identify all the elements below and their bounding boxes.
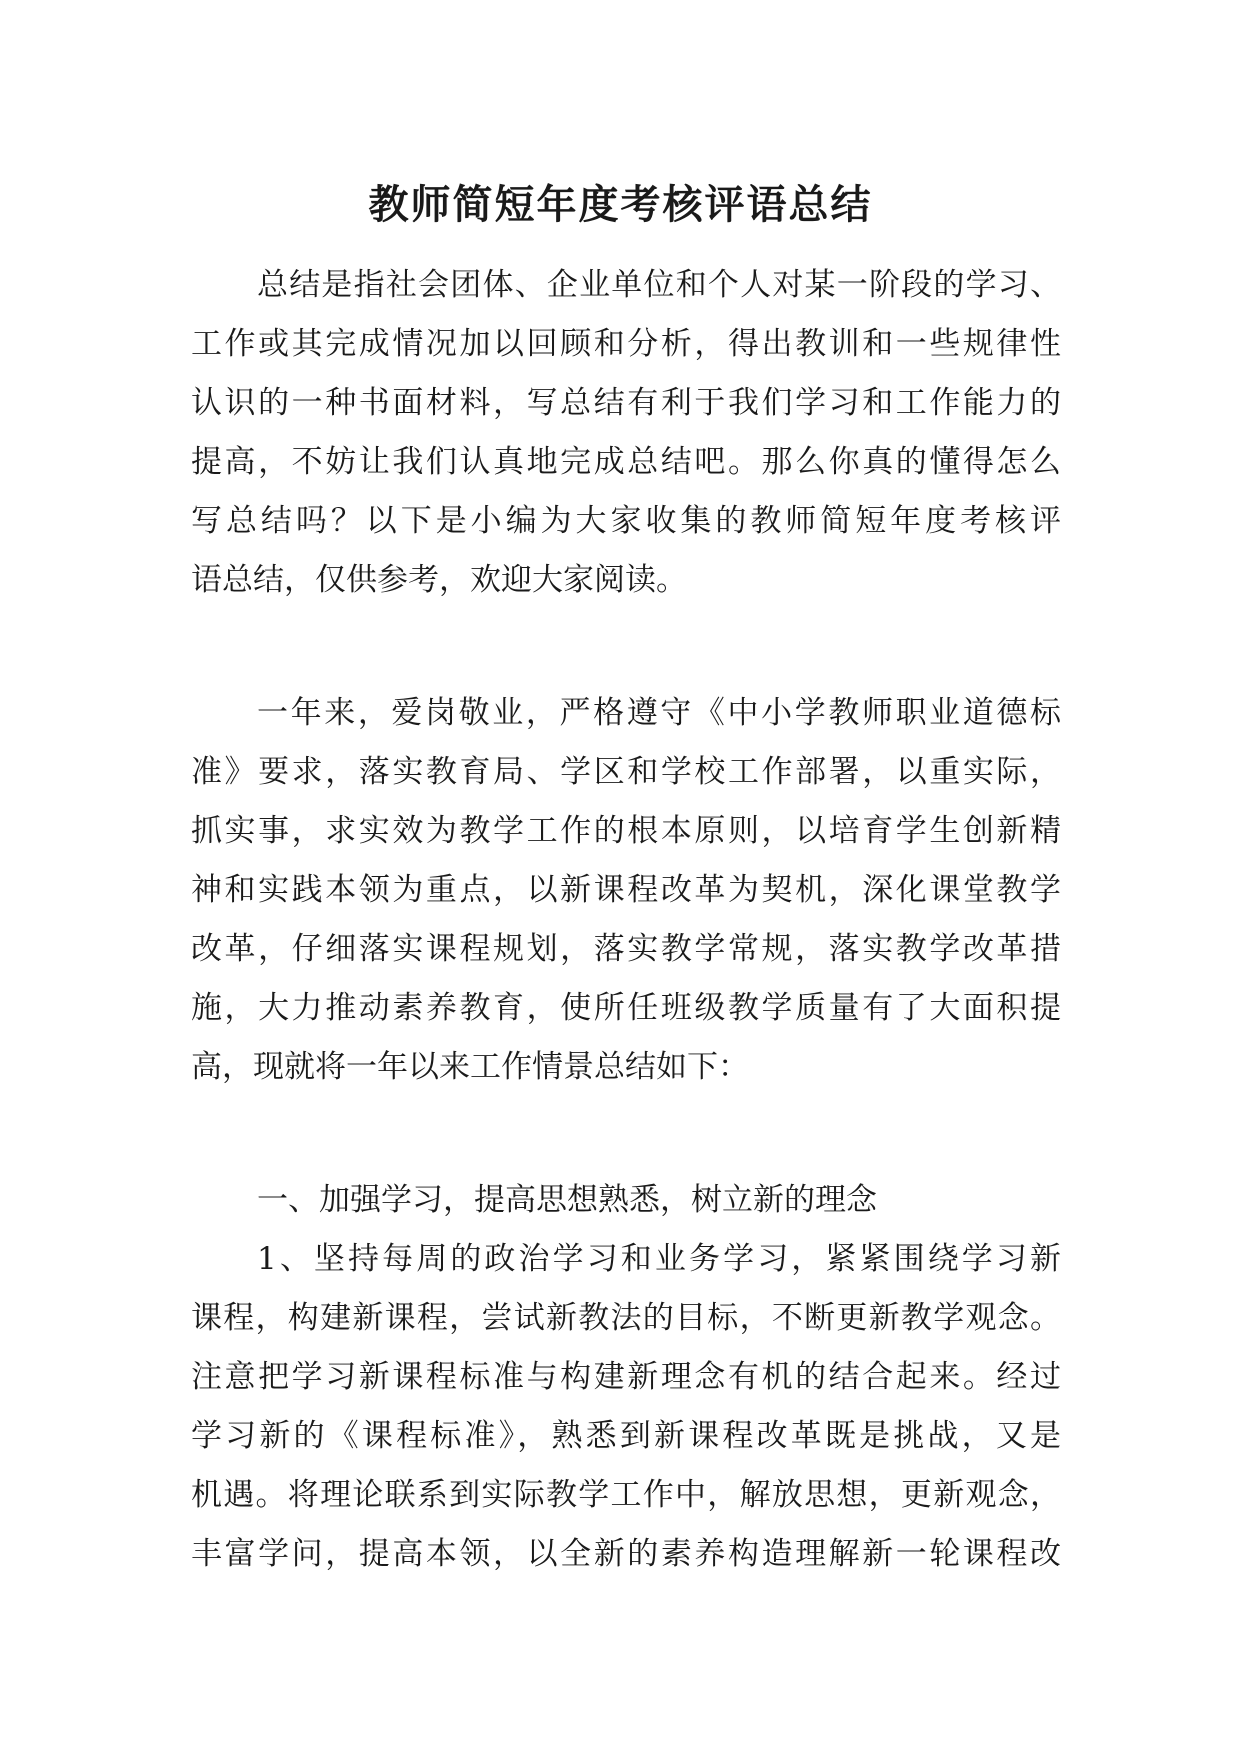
paragraph-line: 写总结吗？以下是小编为大家收集的教师简短年度考核评: [191, 503, 1061, 539]
paragraph-line: 认识的一种书面材料，写总结有利于我们学习和工作能力的: [191, 385, 1061, 421]
overview-paragraph: [191, 684, 1061, 1097]
paragraph-line: 准》要求，落实教育局、学区和学校工作部署，以重实际，: [191, 754, 1061, 790]
paragraph-line: 高，现就将一年以来工作情景总结如下：: [191, 1049, 749, 1085]
intro-paragraph: [191, 256, 1061, 610]
study-paragraph: [191, 1230, 1061, 1584]
paragraph-line: 改革，仔细落实课程规划，落实教学常规，落实教学改革措: [191, 931, 1061, 967]
paragraph-line: 工作或其完成情况加以回顾和分析，得出教训和一些规律性: [191, 326, 1061, 362]
paragraph-line: 神和实践本领为重点，以新课程改革为契机，深化课堂教学: [191, 872, 1061, 908]
document-title: 教师简短年度考核评语总结: [368, 180, 873, 228]
paragraph-line: 机遇。将理论联系到实际教学工作中，解放思想，更新观念，: [191, 1477, 1061, 1513]
paragraph-line: 施，大力推动素养教育，使所任班级教学质量有了大面积提: [191, 990, 1061, 1026]
paragraph-line: 提高，不妨让我们认真地完成总结吧。那么你真的懂得怎么: [191, 444, 1061, 480]
paragraph-line: 丰富学问，提高本领，以全新的素养构造理解新一轮课程改: [191, 1536, 1061, 1572]
paragraph-line: 学习新的《课程标准》，熟悉到新课程改革既是挑战，又是: [191, 1418, 1061, 1454]
section-heading: [191, 1171, 1061, 1230]
paragraph-line: 课程，构建新课程，尝试新教法的目标，不断更新教学观念。: [191, 1300, 1061, 1336]
paragraph-line: 抓实事，求实效为教学工作的根本原则，以培育学生创新精: [191, 813, 1061, 849]
paragraph-line: 语总结，仅供参考，欢迎大家阅读。: [191, 562, 687, 598]
paragraph-line: 总结是指社会团体、企业单位和个人对某一阶段的学习、: [257, 267, 1061, 303]
section-heading-line: 一、加强学习，提高思想熟悉，树立新的理念: [257, 1182, 877, 1218]
paragraph-line: 一年来，爱岗敬业，严格遵守《中小学教师职业道德标: [257, 695, 1061, 731]
paragraph-line: 注意把学习新课程标准与构建新理念有机的结合起来。经过: [191, 1359, 1061, 1395]
paragraph-line: 1、坚持每周的政治学习和业务学习，紧紧围绕学习新: [257, 1241, 1061, 1277]
